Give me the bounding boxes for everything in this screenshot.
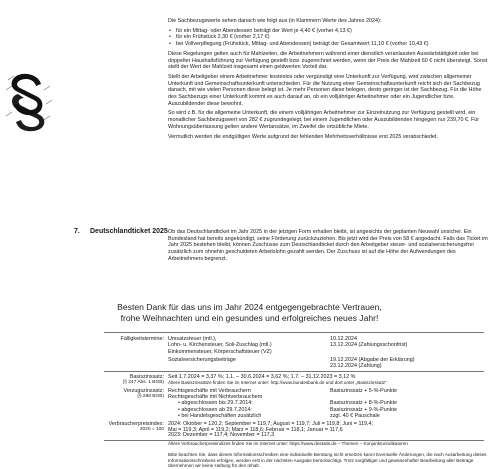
greeting-line: frohe Weihnachten und ein gesundes und erfolgreiches neues Jahr! bbox=[120, 312, 379, 323]
meal-value-item: • für ein Frühstück 2,30 € (vorher 2,17 €) bbox=[168, 34, 488, 41]
cpi-note: Ältere Verbraucherpreisindizes finden Sie im Internet unter: https://www.destatis.de – Themen – Konjunkturindikatoren bbox=[168, 441, 408, 446]
cpi-label-text: Verbraucherpreisindex: bbox=[108, 421, 164, 427]
due-desc: Einkommensteuer, Körperschaftsteuer (VZ) bbox=[168, 348, 272, 355]
default-rate-desc: Rechtsgeschäfte mit Nichtverbrauchern bbox=[168, 394, 263, 401]
section-number: 7. bbox=[74, 228, 80, 235]
due-desc: Umsatzsteuer (mtl.), bbox=[168, 336, 217, 342]
default-rate-value: Basiszinssatz + 8-%-Punkte bbox=[330, 400, 397, 407]
cpi-line: Mai = 119,3; April = 119,2; März = 118,6; Februar = 118,1; Januar = 117,6 bbox=[168, 426, 343, 433]
due-dates-label: Fälligkeitstermine: bbox=[120, 336, 164, 342]
due-value: 19.12.2024 (Abgabe der Erklärung) bbox=[330, 357, 415, 363]
expected-paragraph: Vermutlich werden die endgültigen Werte aufgrund der fehlenden Mehrheitsverhältnisse erst 2025 verabschiedet. bbox=[168, 133, 438, 140]
due-value: 13.12.2024 (Zahlungsschonfrist) bbox=[330, 342, 408, 349]
default-rate-desc: Rechtsgeschäfte mit Verbrauchern bbox=[168, 388, 251, 394]
section-title: Deutschlandticket 2025 bbox=[90, 228, 168, 235]
divider bbox=[104, 371, 484, 372]
paragraph-emblem-icon bbox=[4, 70, 54, 132]
default-rate-value: Basiszinssatz + 9-%-Punkte bbox=[330, 406, 397, 413]
due-desc: Lohn- u. Kirchensteuer, Soli-Zuschlag (mtl.) bbox=[168, 342, 272, 349]
default-rate-desc: • abgeschlossen bis 29.7.2014: bbox=[178, 400, 253, 407]
base-rate-note: Ältere Basiszinssätze finden Sie im Internet unter: http://www.bundesbank.de und dort unter „Basiszinssatz“ bbox=[168, 380, 387, 386]
default-rate-value: zzgl. 40 € Pauschale bbox=[330, 412, 380, 419]
cpi-line: 2024: Oktober = 120,2; September = 119,7; August = 119,7; Juli = 119,8; Juni = 119,4; bbox=[168, 421, 374, 427]
greeting-line: Besten Dank für das uns im Jahr 2024 entgegengebrachte Vertrauen, bbox=[117, 302, 382, 312]
housing-paragraph: Stellt der Arbeitgeber einem Arbeitnehmer kostenlos oder vergünstigt eine Unterkunft zur Verfügung, wird zwischen allgemeiner Unterkunft und Gemeinschaftsunterkunft unterschieden. Für die Nutzung einer Gemeinschaftsunterkunft reicht sich der Sachbezug danach, mit wie vielen Personen diese belegt ist. Je mehr Personen diese belegen, desto geringer ist der Sachbezug. Für die Höhe des Sachbezugs einer Unterkunft kommt es auch darauf an, ob ein volljähriger Arbeitnehmer oder ein Jugendlicher bzw. Auszubildender diese bewohnt. bbox=[168, 73, 482, 107]
sachbezug-section bbox=[168, 18, 488, 143]
base-rate-label bbox=[0, 374, 164, 387]
meal-value-item: • für ein Mittag- oder Abendessen beträgt der Wert je 4,40 € (vorher 4,13 €) bbox=[168, 28, 488, 35]
default-rate-value: Basiszinssatz + 5-%-Punkte bbox=[330, 388, 397, 394]
divider bbox=[104, 332, 484, 333]
default-rate-label-text: Verzugszinssatz: bbox=[123, 388, 164, 394]
base-rate-law-ref: (§ 247 Abs. 1 BGB) bbox=[122, 380, 164, 386]
cpi-line: 2023: Dezember = 117,4; November = 117,3 bbox=[168, 432, 275, 439]
due-value: 10.12.2024 bbox=[330, 336, 357, 342]
meal-value-item: • bei Vollverpflegung (Frühstück, Mittag- und Abendessen) beträgt der Gesamtwert 11,10 € (vorher 10,43 €) bbox=[168, 41, 488, 48]
deutschlandticket-paragraph: Ob das Deutschlandticket im Jahr 2025 in der jetzigen Form erhalten bleibt, ist angesichts der geplanten Neuwahl unsicher. Ein Bundesland hat bereits angekündigt, seine Förderung zurückzuziehen. Bis jetzt wird der Preis von 58 € angedacht. Falls das Ticket im Jahr 2025 bestehen bleibt, können Zuschüsse zum Deutschlandticket durch den Arbeitgeber steuer- und sozialversicherungsfrei zusätzlich zum ohnehin geschuldeten Arbeitslohn gezahlt werden. Der Zuschuss ist auf die Höhe der Aufwendungen des Arbeitnehmers begrenzt. bbox=[168, 229, 488, 262]
default-rate-law-ref: (§ 288 BGB) bbox=[137, 394, 164, 400]
disclaimer-footer: Bitte beachten Sie, dass dieses Informationsschreiben eine individuelle Beratung nicht ersetzen kann! Eventuelle Änderungen, die nach Ausarbeitung dieses Informationsschreibens erfolgen, werden erst in der nächsten Ausgabe berücksichtigt. Trotz sorgfältiger und gewissenhafter Bearbeitung aller Beiträge übernehmen wir keine Haftung für den Inhalt. bbox=[168, 452, 487, 469]
due-value: 23.12.2024 (Zahlung) bbox=[330, 363, 382, 370]
default-rate-desc: • abgeschlossen ab 29.7.2014: bbox=[178, 406, 252, 413]
example-paragraph: So wird z.B. für die allgemeine Unterkunft, die einem volljährigen Arbeitnehmer zur Einzelnutzung zur Verfügung gestellt wird, ein monatlicher Sachbezugswert von 282 € zugrundegelegt, bei einem Jugendlichen oder Auszubildenden hingegen nur 239,70 €. Für Wohnungsüberlassung gelten andere Wertansätze, im Zweifel die ortsübliche Miete. bbox=[168, 110, 480, 130]
cpi-label bbox=[0, 421, 164, 434]
intro-text: Die Sachbezugswerte sehen danach wie folgt aus (in Klammern Werte des Jahres 2024): bbox=[168, 18, 382, 24]
cpi-base-year: 2020 = 100 bbox=[139, 427, 164, 433]
section-body bbox=[168, 229, 488, 266]
base-rate-text: Seit 1.7.2024 = 3,37 %; 1.1. – 30.6.2024 = 3,62 %; 1.7. – 31.12.2023 = 3,12 % bbox=[168, 374, 356, 380]
season-greeting bbox=[0, 302, 499, 323]
default-rate-desc-text: abgeschlossen bis 29.7.2014: bbox=[181, 400, 253, 407]
meals-paragraph: Diese Regelungen gelten auch für Mahlzeiten, die Arbeitnehmern während einer dienstlich veranlassten Auswärtstätigkeit oder bei doppelter Haushaltsführung zur Verfügung gestellt bzw. zugerechnet werden, wenn der Preis der Mahlzeit 60 € nicht übersteigt. Sonst stellt der Wert der Mahlzeit insgesamt einen geldwerten Vorteil dar. bbox=[168, 50, 488, 71]
default-rate-desc-text: abgeschlossen ab 29.7.2014: bbox=[181, 406, 252, 413]
base-rate-label-text: Basiszinssatz: bbox=[129, 374, 164, 380]
due-desc: Sozialversicherungsbeiträge bbox=[168, 357, 236, 363]
default-rate-label bbox=[0, 388, 164, 401]
default-rate-desc-text: bei Handelsgeschäften zusätzlich bbox=[181, 412, 262, 419]
default-rate-desc: • bei Handelsgeschäften zusätzlich bbox=[178, 412, 262, 419]
meal-values-list bbox=[168, 28, 488, 48]
